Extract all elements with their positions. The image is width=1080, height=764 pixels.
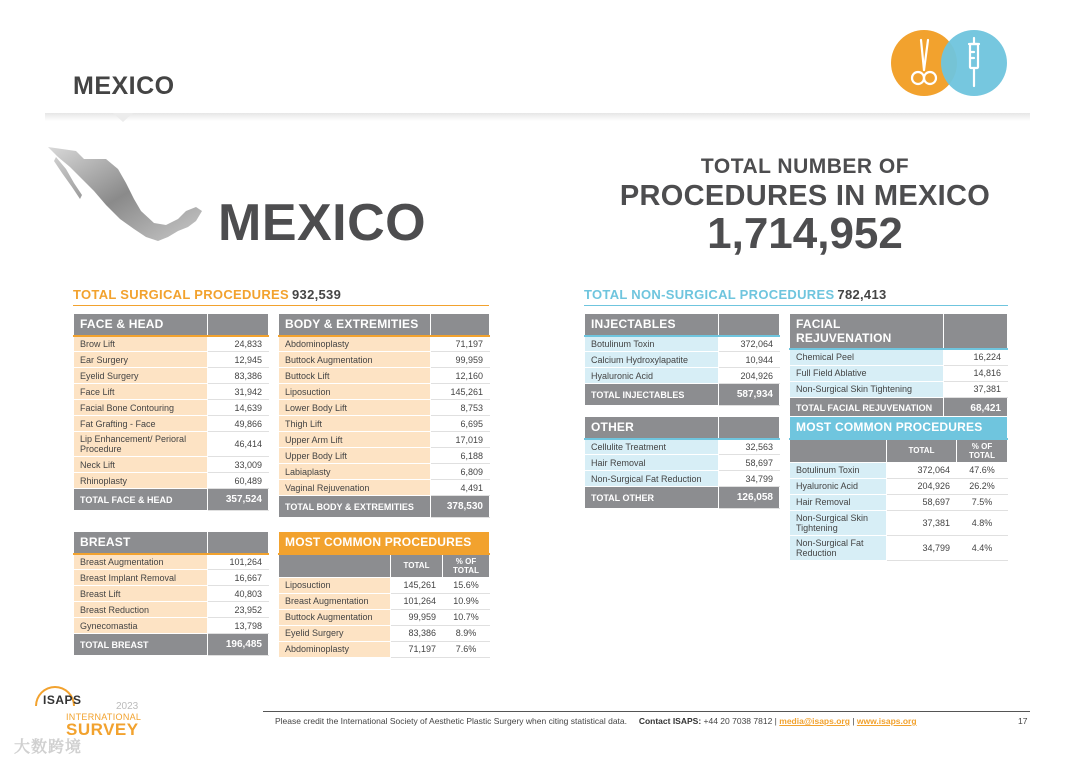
total-label: TOTAL FACIAL REJUVENATION [790, 397, 944, 419]
procedure-name: Abdominoplasty [279, 336, 431, 352]
procedure-total: 34,799 [887, 535, 957, 560]
procedure-count: 145,261 [431, 384, 490, 400]
surgical-value: 932,539 [292, 287, 342, 302]
procedure-count: 10,944 [719, 352, 780, 368]
page-number: 17 [1018, 716, 1028, 726]
footer-separator: | [852, 716, 855, 726]
procedure-count: 99,959 [431, 352, 490, 368]
table-title: MOST COMMON PROCEDURES [790, 417, 1008, 439]
table-title: OTHER [585, 417, 719, 439]
table-row [279, 416, 490, 432]
total-value: 196,485 [208, 634, 269, 656]
table-row [74, 602, 269, 618]
procedure-count: 49,866 [208, 416, 269, 432]
procedure-count: 32,563 [719, 439, 780, 455]
injectables-table [584, 313, 780, 406]
table-row [279, 352, 490, 368]
procedure-total: 83,386 [391, 625, 443, 641]
country-name: MEXICO [218, 194, 427, 252]
table-title: BODY & EXTREMITIES [279, 314, 431, 336]
procedure-count: 14,639 [208, 400, 269, 416]
total-value: 68,421 [944, 397, 1008, 419]
col-blank [279, 554, 391, 578]
table-row [279, 368, 490, 384]
contact-phone: +44 20 7038 7812 | [703, 716, 777, 726]
procedure-percent: 8.9% [443, 625, 490, 641]
procedure-name: Lower Body Lift [279, 400, 431, 416]
procedure-name: Buttock Augmentation [279, 609, 391, 625]
table-row [279, 609, 490, 625]
table-row [279, 432, 490, 448]
watermark: 大数跨境 [14, 739, 83, 756]
procedure-count: 58,697 [719, 455, 780, 471]
procedure-count: 71,197 [431, 336, 490, 352]
procedure-name: Rhinoplasty [74, 473, 208, 489]
mexico-map-image [46, 145, 206, 255]
col-total: TOTAL [391, 554, 443, 578]
procedure-percent: 15.6% [443, 577, 490, 593]
procedure-total: 372,064 [887, 462, 957, 478]
table-row [790, 510, 1008, 535]
table-row [279, 336, 490, 352]
col-total: TOTAL [887, 439, 957, 463]
procedure-name: Non-Surgical Fat Reduction [790, 535, 887, 560]
table-title-blank [719, 417, 780, 439]
total-label: TOTAL OTHER [585, 487, 719, 509]
facial-rejuvenation-table [789, 313, 1008, 420]
table-row [74, 336, 269, 352]
table-row [279, 448, 490, 464]
footer-divider [263, 711, 1030, 712]
col-pct: % OF TOTAL [443, 554, 490, 578]
table-title: FACIAL REJUVENATION [790, 314, 944, 350]
table-row [74, 457, 269, 473]
header-notch [113, 113, 133, 122]
non-surgical-label: TOTAL NON-SURGICAL PROCEDURES [584, 287, 835, 302]
table-row [790, 478, 1008, 494]
procedure-count: 33,009 [208, 457, 269, 473]
procedure-name: Calcium Hydroxylapatite [585, 352, 719, 368]
col-blank [790, 439, 887, 463]
procedure-name: Liposuction [279, 384, 431, 400]
table-row [790, 365, 1008, 381]
procedure-count: 40,803 [208, 586, 269, 602]
procedure-count: 24,833 [208, 336, 269, 352]
col-pct: % OF TOTAL [957, 439, 1008, 463]
procedure-name: Upper Body Lift [279, 448, 431, 464]
procedure-total: 71,197 [391, 641, 443, 657]
procedure-count: 204,926 [719, 368, 780, 384]
breast-table [73, 531, 269, 656]
procedure-count: 372,064 [719, 336, 780, 352]
survey-year: 2023 [116, 701, 139, 712]
procedure-percent: 7.6% [443, 641, 490, 657]
table-title: BREAST [74, 532, 208, 554]
total-label: TOTAL FACE & HEAD [74, 489, 208, 511]
procedure-count: 8,753 [431, 400, 490, 416]
body-extremities-table [278, 313, 490, 518]
isaps-logo-text: ISAPS [43, 693, 82, 707]
procedure-name: Chemical Peel [790, 349, 944, 365]
procedure-name: Non-Surgical Skin Tightening [790, 381, 944, 397]
procedure-total: 145,261 [391, 577, 443, 593]
table-row [74, 400, 269, 416]
procedure-percent: 10.7% [443, 609, 490, 625]
procedure-name: Hair Removal [585, 455, 719, 471]
procedure-name: Breast Reduction [74, 602, 208, 618]
non-surgical-value: 782,413 [837, 287, 887, 302]
table-row [74, 554, 269, 570]
procedure-name: Full Field Ablative [790, 365, 944, 381]
table-row [279, 593, 490, 609]
table-row [585, 352, 780, 368]
procedure-count: 6,695 [431, 416, 490, 432]
procedure-count: 34,799 [719, 471, 780, 487]
email-link[interactable]: media@isaps.org [779, 716, 850, 726]
procedure-percent: 7.5% [957, 494, 1008, 510]
procedure-name: Buttock Lift [279, 368, 431, 384]
procedure-count: 13,798 [208, 618, 269, 634]
total-label: TOTAL BODY & EXTREMITIES [279, 496, 431, 518]
procedure-name: Face Lift [74, 384, 208, 400]
website-link[interactable]: www.isaps.org [856, 716, 917, 726]
procedure-count: 31,942 [208, 384, 269, 400]
total-label: TOTAL BREAST [74, 634, 208, 656]
table-row [74, 416, 269, 432]
procedure-name: Fat Grafting - Face [74, 416, 208, 432]
procedure-count: 14,816 [944, 365, 1008, 381]
footer-text [275, 716, 917, 726]
survey-title: SURVEY [66, 720, 139, 739]
table-row [74, 368, 269, 384]
procedure-name: Buttock Augmentation [279, 352, 431, 368]
procedure-name: Breast Augmentation [279, 593, 391, 609]
procedure-count: 12,160 [431, 368, 490, 384]
procedure-name: Non-Surgical Fat Reduction [585, 471, 719, 487]
procedure-name: Thigh Lift [279, 416, 431, 432]
procedure-count: 60,489 [208, 473, 269, 489]
table-row [585, 368, 780, 384]
procedure-name: Hair Removal [790, 494, 887, 510]
procedure-total: 204,926 [887, 478, 957, 494]
procedure-count: 17,019 [431, 432, 490, 448]
procedure-name: Eyelid Surgery [74, 368, 208, 384]
table-row [790, 535, 1008, 560]
total-value: 378,530 [431, 496, 490, 518]
procedure-count: 16,224 [944, 349, 1008, 365]
procedure-total: 37,381 [887, 510, 957, 535]
procedure-name: Breast Implant Removal [74, 570, 208, 586]
procedure-total: 101,264 [391, 593, 443, 609]
procedure-count: 101,264 [208, 554, 269, 570]
syringe-icon [941, 30, 1007, 96]
total-heading-line2: PROCEDURES IN MEXICO [619, 180, 991, 212]
procedure-name: Gynecomastia [74, 618, 208, 634]
table-row [74, 570, 269, 586]
non-surgical-section-header [584, 287, 1008, 306]
table-row [279, 480, 490, 496]
total-procedures-block [600, 155, 1010, 259]
table-row [585, 336, 780, 352]
table-row [790, 349, 1008, 365]
procedure-name: Upper Arm Lift [279, 432, 431, 448]
procedure-count: 83,386 [208, 368, 269, 384]
procedure-name: Eyelid Surgery [279, 625, 391, 641]
procedure-name: Facial Bone Contouring [74, 400, 208, 416]
procedure-name: Hyaluronic Acid [790, 478, 887, 494]
header-divider [45, 113, 1030, 121]
procedure-total: 58,697 [887, 494, 957, 510]
most-common-non-surgical-table [789, 416, 1008, 561]
procedure-count: 16,667 [208, 570, 269, 586]
table-title-blank [208, 314, 269, 336]
table-title-blank [944, 314, 1008, 350]
total-procedures-value: 1,714,952 [707, 209, 903, 258]
total-heading-line1: TOTAL NUMBER OF [700, 155, 910, 178]
table-row [74, 384, 269, 400]
surgical-section-header [73, 287, 489, 306]
table-title-blank [208, 532, 269, 554]
procedure-name: Ear Surgery [74, 352, 208, 368]
procedure-percent: 4.8% [957, 510, 1008, 535]
procedure-name: Lip Enhancement/ Perioral Procedure [74, 432, 208, 457]
table-row [790, 494, 1008, 510]
procedure-count: 6,188 [431, 448, 490, 464]
table-row [279, 400, 490, 416]
procedure-count: 23,952 [208, 602, 269, 618]
total-value: 587,934 [719, 384, 780, 406]
table-row [279, 641, 490, 657]
contact-label: Contact ISAPS: [638, 716, 702, 726]
table-row [790, 381, 1008, 397]
table-row [790, 462, 1008, 478]
total-label: TOTAL INJECTABLES [585, 384, 719, 406]
table-title: FACE & HEAD [74, 314, 208, 336]
procedure-name: Labiaplasty [279, 464, 431, 480]
procedure-name: Abdominoplasty [279, 641, 391, 657]
procedure-count: 6,809 [431, 464, 490, 480]
table-row [279, 464, 490, 480]
procedure-count: 4,491 [431, 480, 490, 496]
survey-international: INTERNATIONAL [66, 712, 142, 722]
procedure-name: Neck Lift [74, 457, 208, 473]
procedure-name: Breast Lift [74, 586, 208, 602]
table-row [585, 471, 780, 487]
page-title: MEXICO [73, 72, 175, 100]
face-head-table [73, 313, 269, 511]
procedure-total: 99,959 [391, 609, 443, 625]
table-row [279, 577, 490, 593]
credit-text: Please credit the International Society of Aesthetic Plastic Surgery when citing statistical data. [275, 716, 627, 726]
table-row [74, 618, 269, 634]
procedure-percent: 4.4% [957, 535, 1008, 560]
table-row [585, 455, 780, 471]
total-value: 126,058 [719, 487, 780, 509]
table-title: MOST COMMON PROCEDURES [279, 532, 490, 554]
table-row [279, 384, 490, 400]
procedure-name: Vaginal Rejuvenation [279, 480, 431, 496]
table-title: INJECTABLES [585, 314, 719, 336]
procedure-percent: 47.6% [957, 462, 1008, 478]
other-table [584, 416, 780, 509]
procedure-count: 37,381 [944, 381, 1008, 397]
procedure-name: Liposuction [279, 577, 391, 593]
procedure-count: 46,414 [208, 432, 269, 457]
procedure-name: Botulinum Toxin [790, 462, 887, 478]
table-row [74, 352, 269, 368]
table-row [585, 439, 780, 455]
procedure-name: Breast Augmentation [74, 554, 208, 570]
procedure-name: Cellulite Treatment [585, 439, 719, 455]
procedure-name: Hyaluronic Acid [585, 368, 719, 384]
table-title-blank [719, 314, 780, 336]
procedure-name: Brow Lift [74, 336, 208, 352]
table-row [74, 432, 269, 457]
table-row [74, 473, 269, 489]
total-value: 357,524 [208, 489, 269, 511]
procedure-percent: 10.9% [443, 593, 490, 609]
procedure-name: Botulinum Toxin [585, 336, 719, 352]
surgical-label: TOTAL SURGICAL PROCEDURES [73, 287, 290, 302]
table-row [74, 586, 269, 602]
table-row [279, 625, 490, 641]
procedure-name: Non-Surgical Skin Tightening [790, 510, 887, 535]
most-common-surgical-table [278, 531, 490, 658]
procedure-count: 12,945 [208, 352, 269, 368]
procedure-percent: 26.2% [957, 478, 1008, 494]
table-title-blank [431, 314, 490, 336]
